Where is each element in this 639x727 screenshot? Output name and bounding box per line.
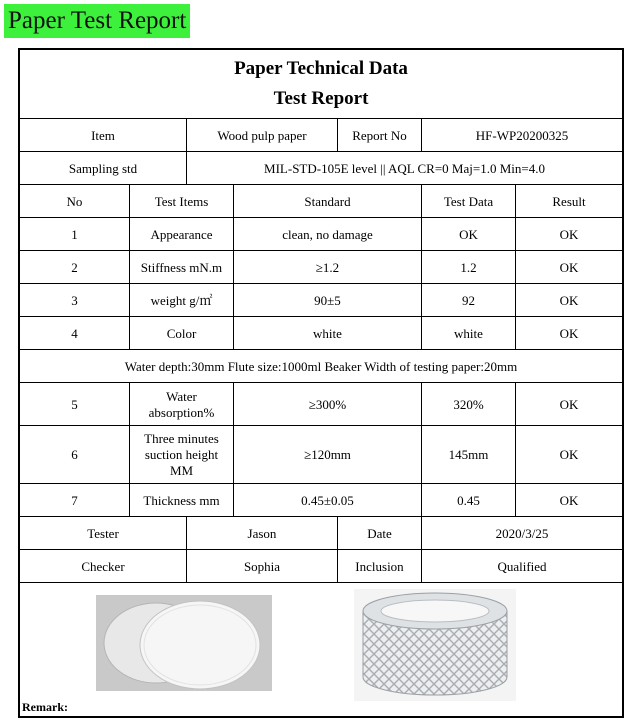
item-row xyxy=(20,118,622,152)
row-no: 1 xyxy=(71,226,78,242)
row-no: 5 xyxy=(71,396,78,412)
row-item: weight g/㎡ xyxy=(129,284,233,317)
checker-label: Checker xyxy=(81,558,125,574)
report-subtitle: Test Report xyxy=(273,88,369,109)
row-result: OK xyxy=(515,383,622,426)
row-data: OK xyxy=(421,218,515,251)
row-result: OK xyxy=(515,218,622,251)
col-result: Result xyxy=(515,185,622,218)
report-table xyxy=(18,48,624,718)
row-data: 320% xyxy=(421,383,515,426)
col-no: No xyxy=(66,193,83,209)
table-row xyxy=(20,217,622,251)
row-item: Appearance xyxy=(129,218,233,251)
row-item: Three minutes suction height MM xyxy=(129,426,233,484)
table-row xyxy=(20,250,622,284)
row-item: Thickness mm xyxy=(129,484,233,517)
checker-row xyxy=(20,549,622,583)
row-standard: clean, no damage xyxy=(233,218,421,251)
row-no: 2 xyxy=(71,259,78,275)
test-conditions-row xyxy=(20,349,622,383)
row-no: 3 xyxy=(71,292,78,308)
report-no-value: HF-WP20200325 xyxy=(421,119,622,152)
inclusion-label: Inclusion xyxy=(337,550,421,583)
title-cell xyxy=(20,50,622,118)
row-no: 4 xyxy=(71,325,78,341)
row-result: OK xyxy=(515,426,622,484)
tester-value: Jason xyxy=(186,517,337,550)
row-standard: ≥300% xyxy=(233,383,421,426)
col-standard: Standard xyxy=(233,185,421,218)
filter-paper-discs-image xyxy=(96,595,272,691)
row-no: 7 xyxy=(71,492,78,508)
table-row xyxy=(20,483,622,517)
date-label: Date xyxy=(337,517,421,550)
date-value: 2020/3/25 xyxy=(421,517,622,550)
row-data: 0.45 xyxy=(421,484,515,517)
row-data: white xyxy=(421,317,515,350)
row-standard: 90±5 xyxy=(233,284,421,317)
table-row xyxy=(20,283,622,317)
report-title: Paper Technical Data xyxy=(234,58,408,79)
table-row xyxy=(20,382,622,426)
item-value: Wood pulp paper xyxy=(186,119,337,152)
photo-row xyxy=(20,582,622,719)
sampling-row xyxy=(20,151,622,185)
row-standard: 0.45±0.05 xyxy=(233,484,421,517)
banner-title: Paper Test Report xyxy=(4,4,190,38)
table-row xyxy=(20,425,622,484)
row-data: 145mm xyxy=(421,426,515,484)
sampling-value: MIL-STD-105E level || AQL CR=0 Maj=1.0 Min=4.0 xyxy=(186,152,622,185)
row-standard: white xyxy=(233,317,421,350)
row-result: OK xyxy=(515,317,622,350)
row-item: Water absorption% xyxy=(129,383,233,426)
row-result: OK xyxy=(515,484,622,517)
humidifier-wick-filter-image xyxy=(354,589,516,701)
row-item: Stiffness mN.m xyxy=(129,251,233,284)
row-result: OK xyxy=(515,251,622,284)
title-row xyxy=(20,50,622,118)
item-label: Item xyxy=(91,127,115,143)
row-standard: ≥120mm xyxy=(233,426,421,484)
row-item: Color xyxy=(129,317,233,350)
row-data: 1.2 xyxy=(421,251,515,284)
col-test-items: Test Items xyxy=(129,185,233,218)
checker-value: Sophia xyxy=(186,550,337,583)
row-data: 92 xyxy=(421,284,515,317)
row-standard: ≥1.2 xyxy=(233,251,421,284)
report-no-label: Report No xyxy=(337,119,421,152)
tester-label: Tester xyxy=(87,525,119,541)
test-conditions-note: Water depth:30mm Flute size:1000ml Beaker Width of testing paper:20mm xyxy=(124,358,518,374)
row-result: OK xyxy=(515,284,622,317)
inclusion-value: Qualified xyxy=(421,550,622,583)
sampling-label: Sampling std xyxy=(68,160,138,176)
col-test-data: Test Data xyxy=(421,185,515,218)
tester-row xyxy=(20,516,622,550)
table-row xyxy=(20,316,622,350)
row-no: 6 xyxy=(71,447,78,462)
column-header-row xyxy=(20,184,622,218)
remark-label: Remark: xyxy=(22,700,68,714)
